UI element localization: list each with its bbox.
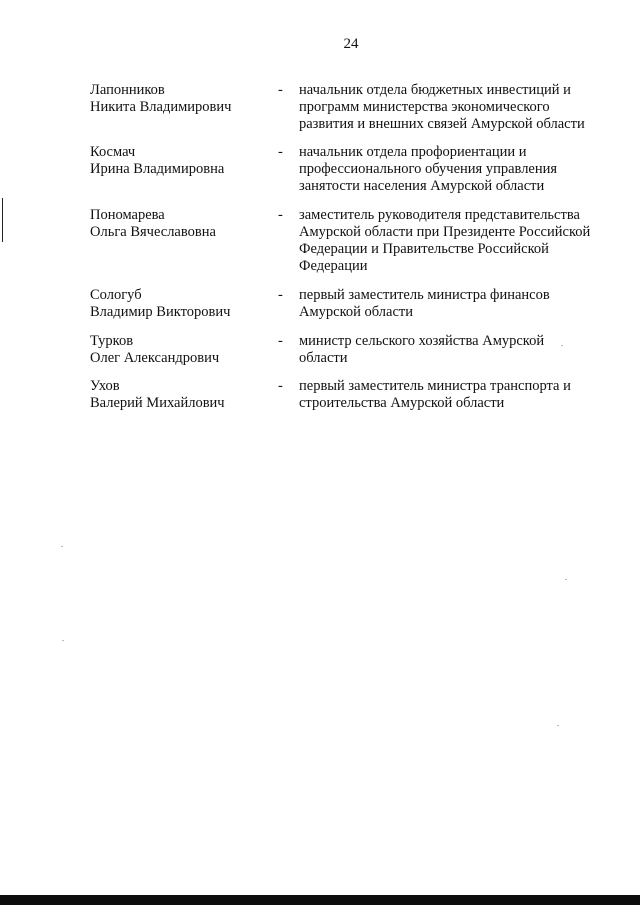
person-name (90, 82, 270, 116)
person-given-name: Ольга Вячеславовна (90, 224, 216, 240)
position-line: начальник отдела профориентации и (299, 144, 527, 160)
position-line: программ министерства экономического (299, 99, 550, 115)
position-line: развития и внешних связей Амурской области (299, 116, 585, 132)
separator-dash: - (278, 287, 283, 303)
person-given-name: Владимир Викторович (90, 304, 231, 320)
position-line: Федерации (299, 258, 368, 274)
position-line: профессионального обучения управления (299, 161, 558, 177)
person-surname: Пономарева (90, 207, 165, 223)
person-name (90, 207, 270, 241)
scan-speck (561, 345, 563, 346)
scan-speck (557, 725, 559, 726)
separator-dash: - (278, 378, 283, 394)
position-line: области (299, 350, 348, 366)
person-surname: Ухов (90, 378, 120, 394)
position-line: Амурской области при Президенте Российской (299, 224, 591, 240)
person-given-name: Никита Владимирович (90, 99, 232, 115)
separator-dash: - (278, 333, 283, 349)
scan-speck (61, 546, 63, 547)
person-position (299, 378, 617, 412)
position-line: занятости населения Амурской области (299, 178, 545, 194)
separator-dash: - (278, 207, 283, 223)
person-given-name: Ирина Владимировна (90, 161, 225, 177)
position-line: Амурской области (299, 304, 413, 320)
person-position (299, 82, 617, 133)
person-position (299, 144, 617, 195)
position-line: Федерации и Правительстве Российской (299, 241, 549, 257)
position-line: заместитель руководителя представительства (299, 207, 580, 223)
person-surname: Турков (90, 333, 134, 349)
position-line: начальник отдела бюджетных инвестиций и (299, 82, 571, 98)
scan-speck (62, 640, 64, 641)
page-number: 24 (343, 36, 359, 52)
person-name (90, 333, 270, 367)
person-position (299, 207, 617, 275)
scan-margin-line (2, 198, 3, 242)
person-name (90, 378, 270, 412)
position-line: первый заместитель министра транспорта и (299, 378, 571, 394)
person-surname: Космач (90, 144, 136, 160)
separator-dash: - (278, 82, 283, 98)
person-position (299, 333, 617, 367)
person-name (90, 287, 270, 321)
scan-speck (565, 579, 567, 580)
person-name (90, 144, 270, 178)
position-line: строительства Амурской области (299, 395, 505, 411)
position-line: министр сельского хозяйства Амурской (299, 333, 545, 349)
scan-bottom-edge (0, 895, 640, 905)
separator-dash: - (278, 144, 283, 160)
person-surname: Сологуб (90, 287, 142, 303)
position-line: первый заместитель министра финансов (299, 287, 550, 303)
person-given-name: Олег Александрович (90, 350, 220, 366)
person-surname: Лапонников (90, 82, 165, 98)
person-position (299, 287, 617, 321)
person-given-name: Валерий Михайлович (90, 395, 225, 411)
